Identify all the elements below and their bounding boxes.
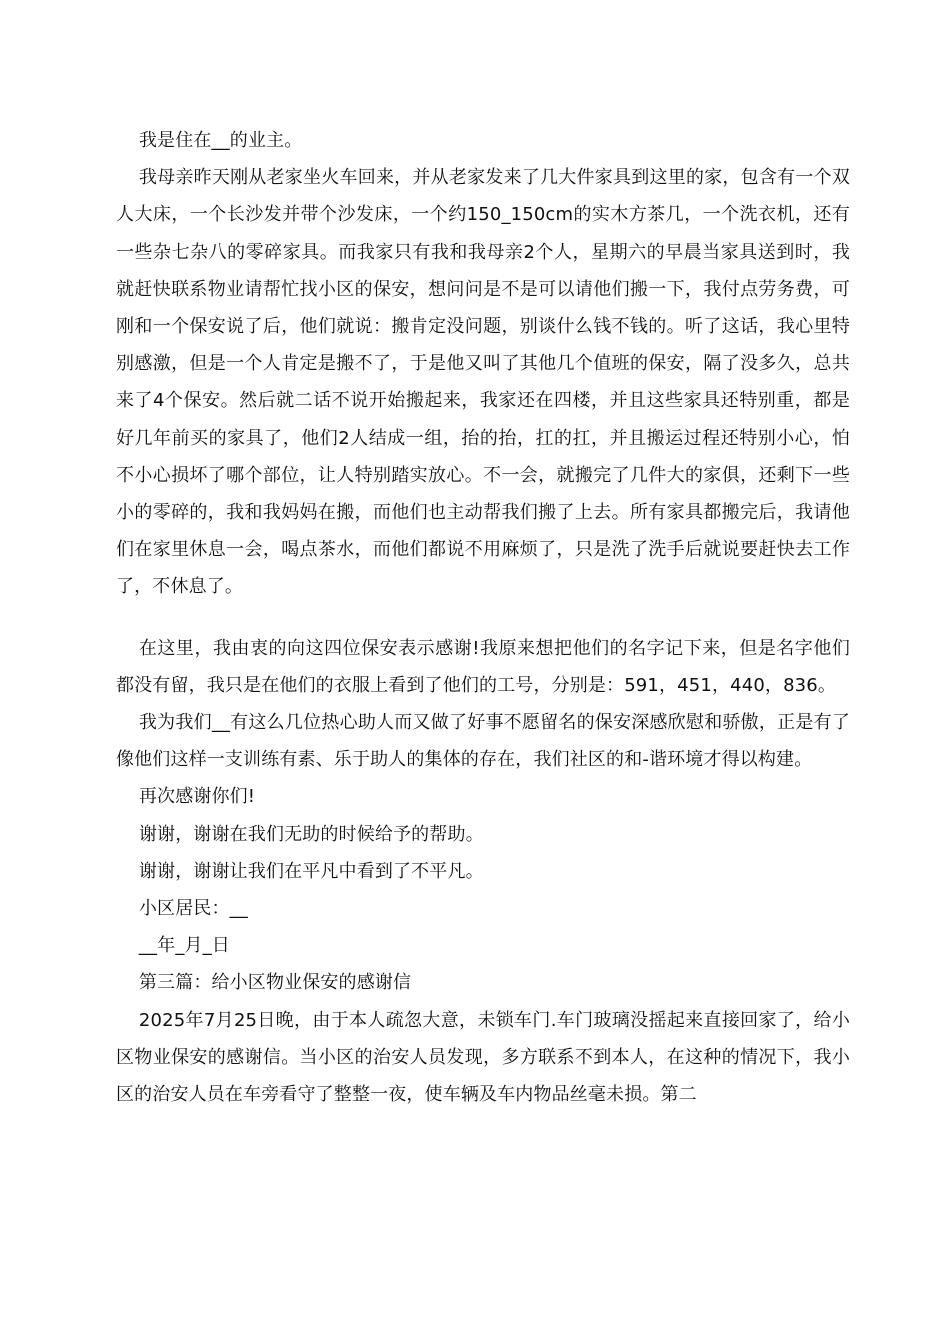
paragraph-thanks-again: 再次感谢你们! xyxy=(138,786,256,808)
signature-resident: 小区居民：__ xyxy=(138,898,248,920)
document-body xyxy=(116,122,850,1113)
paragraph-car-story: 2025年7月25日晚，由于本人疏忽大意，未锁车门.车门玻璃没摇起来直接回家了，给小区物业保安的感谢信。当小区的治安人员发现，多方联系不到本人，在这种的情况下，我小区的治安人员在车旁看守了整整一夜，使车辆及车内物品丝毫未损。第二 xyxy=(116,1009,850,1106)
paragraph-thanks-guards: 在这里，我由衷的向这四位保安表示感谢!我原来想把他们的名字记下来，但是名字他们都没有留，我只是在他们的衣服上看到了他们的工号，分别是：591，451，440，836。 xyxy=(116,637,850,696)
section-title-third: 第三篇：给小区物业保安的感谢信 xyxy=(138,972,412,994)
paragraph-thanks-help: 谢谢，谢谢在我们无助的时候给予的帮助。 xyxy=(138,823,484,845)
paragraph-owner-intro: 我是住在__的业主。 xyxy=(138,130,303,151)
signature-date: __年_月_日 xyxy=(138,935,230,957)
paragraph-thanks-ordinary: 谢谢，谢谢让我们在平凡中看到了不平凡。 xyxy=(138,860,484,882)
paragraph-pride: 我为我们__有这么几位热心助人而又做了好事不愿留名的保安深感欣慰和骄傲，正是有了像他们这样一支训练有素、乐于助人的集体的存在，我们社区的和-谐环境才得以构建。 xyxy=(116,712,850,771)
paragraph-gap xyxy=(116,606,850,630)
paragraph-moving-story: 我母亲昨天刚从老家坐火车回来，并从老家发来了几大件家具到这里的家，包含有一个双人大床，一个长沙发并带个沙发床，一个约150_150cm的实木方茶几，一个洗衣机，还有一些杂七杂八的零碎家具。而我家只有我和我母亲2个人，星期六的早晨当家具送到时，我就赶快联系物业请帮忙找小区的保安，想问问是不是可以请他们搬一下，我付点劳务费，可刚和一个保安说了后，他们就说：搬肯定没问题，别谈什么钱不钱的。听了这话，我心里特别感激，但是一个人肯定是搬不了，于是他又叫了其他几个值班的保安，隔了没多久，总共来了4个保安。然后就二话不说开始搬起来，我家还在四楼，并且这些家具还特别重，都是好几年前买的家具了，他们2人结成一组，抬的抬，扛的扛，并且搬运过程还特别小心，怕不小心损坏了哪个部位，让人特别踏实放心。不一会，就搬完了几件大的家俱，还剩下一些小的零碎的，我和我妈妈在搬，而他们也主动帮我们搬了上去。所有家具都搬完后，我请他们在家里休息一会，喝点茶水，而他们都说不用麻烦了，只是洗了洗手后就说要赶快去工作了，不休息了。 xyxy=(116,167,850,598)
